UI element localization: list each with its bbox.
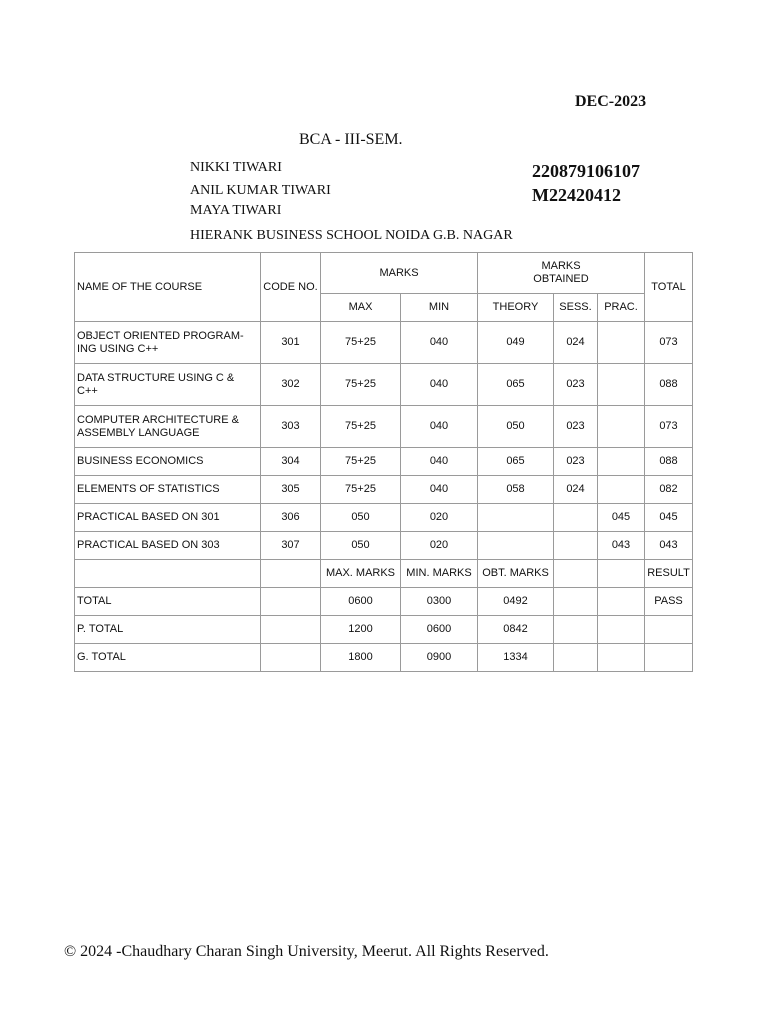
table-row (75, 406, 693, 448)
theory-marks: 049 (478, 322, 554, 364)
min-marks: 020 (401, 532, 478, 560)
summary-empty-cell (554, 644, 598, 672)
course-name: BUSINESS ECONOMICS (75, 448, 261, 476)
program-title: BCA - III-SEM. (299, 131, 403, 148)
sess-marks (554, 532, 598, 560)
total-marks: 045 (645, 504, 693, 532)
summary-max: 0600 (321, 588, 401, 616)
summary-max: 1200 (321, 616, 401, 644)
college-name: HIERANK BUSINESS SCHOOL NOIDA G.B. NAGAR (190, 228, 513, 243)
table-row (75, 476, 693, 504)
total-marks: 073 (645, 322, 693, 364)
max-marks: 75+25 (321, 364, 401, 406)
sess-marks: 024 (554, 322, 598, 364)
total-marks: 043 (645, 532, 693, 560)
summary-row (75, 588, 693, 616)
header-sess: SESS. (554, 294, 598, 322)
theory-marks: 058 (478, 476, 554, 504)
prac-marks: 043 (598, 532, 645, 560)
max-marks: 050 (321, 504, 401, 532)
summary-empty-cell (554, 560, 598, 588)
min-marks: 040 (401, 448, 478, 476)
total-marks: 073 (645, 406, 693, 448)
summary-obt: 1334 (478, 644, 554, 672)
course-code: 304 (261, 448, 321, 476)
theory-marks (478, 532, 554, 560)
student-name: NIKKI TIWARI (190, 160, 282, 175)
summary-label: P. TOTAL (75, 616, 261, 644)
course-name: PRACTICAL BASED ON 303 (75, 532, 261, 560)
header-prac: PRAC. (598, 294, 645, 322)
course-code: 305 (261, 476, 321, 504)
mother-name: MAYA TIWARI (190, 203, 282, 218)
summary-empty-cell (554, 588, 598, 616)
course-name: DATA STRUCTURE USING C & C++ (75, 364, 261, 406)
summary-min: 0300 (401, 588, 478, 616)
theory-marks: 065 (478, 364, 554, 406)
summary-empty-cell (75, 560, 261, 588)
summary-header-max: MAX. MARKS (321, 560, 401, 588)
marks-table (74, 252, 693, 672)
summary-result (645, 644, 693, 672)
table-row (75, 504, 693, 532)
summary-row (75, 644, 693, 672)
summary-header-result: RESULT (645, 560, 693, 588)
course-code: 301 (261, 322, 321, 364)
footer-copyright: © 2024 -Chaudhary Charan Singh University, Meerut. All Rights Reserved. (64, 943, 549, 960)
summary-empty-cell (598, 588, 645, 616)
prac-marks: 045 (598, 504, 645, 532)
summary-empty-cell (261, 644, 321, 672)
summary-empty-cell (598, 616, 645, 644)
table-row (75, 322, 693, 364)
course-name: COMPUTER ARCHITECTURE & ASSEMBLY LANGUAGE (75, 406, 261, 448)
table-row (75, 448, 693, 476)
summary-empty-cell (554, 616, 598, 644)
summary-row (75, 616, 693, 644)
summary-empty-cell (261, 616, 321, 644)
summary-empty-cell (598, 560, 645, 588)
header-theory: THEORY (478, 294, 554, 322)
header-min: MIN (401, 294, 478, 322)
course-name: ELEMENTS OF STATISTICS (75, 476, 261, 504)
max-marks: 75+25 (321, 448, 401, 476)
course-code: 303 (261, 406, 321, 448)
header-max: MAX (321, 294, 401, 322)
header-code: CODE NO. (261, 253, 321, 322)
course-code: 302 (261, 364, 321, 406)
max-marks: 75+25 (321, 406, 401, 448)
exam-date: DEC-2023 (575, 93, 647, 110)
prac-marks (598, 364, 645, 406)
summary-obt: 0492 (478, 588, 554, 616)
summary-min: 0900 (401, 644, 478, 672)
summary-label: G. TOTAL (75, 644, 261, 672)
sess-marks (554, 504, 598, 532)
theory-marks: 065 (478, 448, 554, 476)
table-row (75, 364, 693, 406)
min-marks: 040 (401, 322, 478, 364)
summary-empty-cell (598, 644, 645, 672)
header-marks-obtained: MARKS OBTAINED (478, 253, 645, 294)
total-marks: 088 (645, 448, 693, 476)
sess-marks: 024 (554, 476, 598, 504)
min-marks: 040 (401, 406, 478, 448)
min-marks: 040 (401, 476, 478, 504)
table-header-row (75, 253, 693, 294)
total-marks: 082 (645, 476, 693, 504)
summary-result (645, 616, 693, 644)
course-name: OBJECT ORIENTED PROGRAM-ING USING C++ (75, 322, 261, 364)
header-marks: MARKS (321, 253, 478, 294)
course-code: 307 (261, 532, 321, 560)
course-name: PRACTICAL BASED ON 301 (75, 504, 261, 532)
summary-obt: 0842 (478, 616, 554, 644)
summary-result: PASS (645, 588, 693, 616)
header-course: NAME OF THE COURSE (75, 253, 261, 322)
summary-empty-cell (261, 560, 321, 588)
max-marks: 75+25 (321, 476, 401, 504)
summary-label: TOTAL (75, 588, 261, 616)
sess-marks: 023 (554, 448, 598, 476)
max-marks: 75+25 (321, 322, 401, 364)
prac-marks (598, 476, 645, 504)
prac-marks (598, 406, 645, 448)
summary-min: 0600 (401, 616, 478, 644)
table-row (75, 532, 693, 560)
total-marks: 088 (645, 364, 693, 406)
min-marks: 020 (401, 504, 478, 532)
father-name: ANIL KUMAR TIWARI (190, 183, 331, 198)
enrollment-number: M22420412 (532, 185, 621, 205)
max-marks: 050 (321, 532, 401, 560)
prac-marks (598, 448, 645, 476)
summary-max: 1800 (321, 644, 401, 672)
roll-number: 220879106107 (532, 161, 640, 181)
summary-header-row (75, 560, 693, 588)
summary-empty-cell (261, 588, 321, 616)
min-marks: 040 (401, 364, 478, 406)
theory-marks: 050 (478, 406, 554, 448)
course-code: 306 (261, 504, 321, 532)
prac-marks (598, 322, 645, 364)
summary-header-min: MIN. MARKS (401, 560, 478, 588)
summary-header-obt: OBT. MARKS (478, 560, 554, 588)
header-total: TOTAL (645, 253, 693, 322)
theory-marks (478, 504, 554, 532)
sess-marks: 023 (554, 406, 598, 448)
sess-marks: 023 (554, 364, 598, 406)
